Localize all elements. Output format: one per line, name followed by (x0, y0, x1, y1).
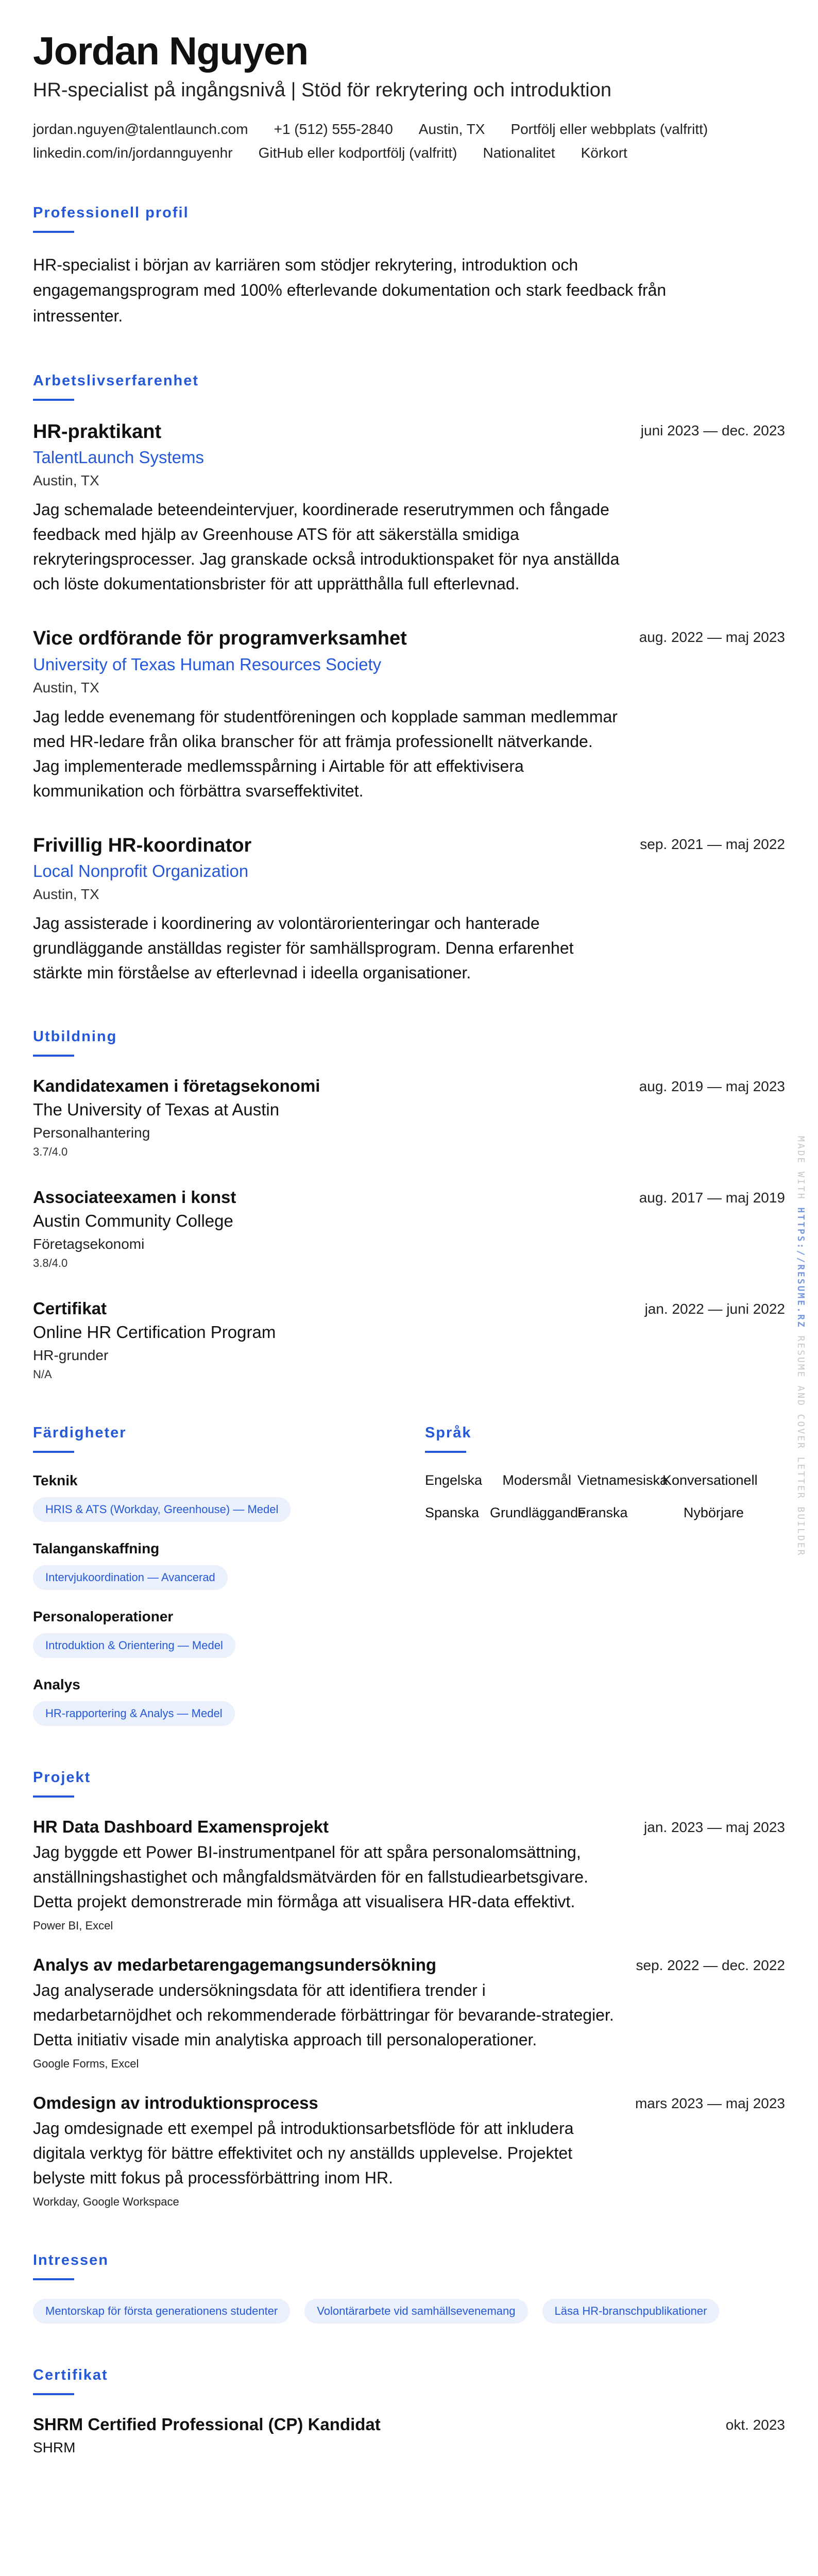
project-keywords: Power BI, Excel (33, 1919, 113, 1933)
certification-item (33, 2415, 785, 2456)
company-name[interactable]: Local Nonprofit Organization (33, 861, 249, 881)
experience-item (33, 834, 785, 986)
job-dates: juni 2023 — dec. 2023 (640, 422, 785, 438)
project-description: Jag omdesignade ett exempel på introduktionsarbetsflöde för att inkludera digitala verktyg för bättre effektivitet och ny anställds upplevelse. Projektet belyste mitt fokus på processförbättring inom HR. (33, 2119, 574, 2188)
language-level: Grundläggande (489, 1505, 586, 1521)
interest-pill: Volontärarbete vid samhällsevenemang (304, 2299, 527, 2324)
job-location: Austin, TX (33, 472, 99, 489)
degree-name: Kandidatexamen i företagsekonomi (33, 1076, 320, 1096)
interest-pill: Läsa HR-branschpublikationer (542, 2299, 720, 2324)
skill-name: Analys (33, 1676, 80, 1693)
degree-name: Associateexamen i konst (33, 1188, 236, 1207)
certifications-section (33, 2367, 785, 2456)
profile-summary: HR-specialist i början av karriären som stödjer rekrytering, introduktion och engagemangsprogram med 100% efterlevande dokumentation och stark feedback från intressenter. (33, 255, 667, 325)
school-name: The University of Texas at Austin (33, 1100, 280, 1120)
education-section (33, 1028, 785, 1381)
contact-linkedin[interactable]: linkedin.com/in/jordannguyenhr (33, 144, 233, 161)
candidate-name: Jordan Nguyen (33, 29, 308, 73)
gpa-score: 3.8/4.0 (33, 1257, 68, 1270)
section-title: Arbetslivserfarenhet (33, 372, 199, 389)
watermark-link[interactable]: HTTPS://RESUME.RZ (795, 1207, 806, 1329)
project-item (33, 1955, 785, 2071)
experience-item (33, 420, 785, 597)
skill-name: Teknik (33, 1472, 78, 1489)
job-description: Jag schemalade beteendeintervjuer, koordinerade reserutrymmen och fångade feedback med hjälp av Greenhouse ATS för att säkerställa smidiga rekryteringsprocesser. Jag granskade också introduktionspaket för nya anställda och löste dokumentationsbrister för att upprätthålla full efterlevnad. (33, 500, 620, 594)
project-name: HR Data Dashboard Examensprojekt (33, 1817, 329, 1837)
skill-group (33, 1676, 425, 1726)
job-title: Vice ordförande för programverksamhet (33, 628, 407, 650)
language-level: Modersmål (502, 1472, 571, 1488)
contact-nationality: Nationalitet (483, 144, 555, 161)
project-description: Jag analyserade undersökningsdata för att identifiera trender i medarbetarnöjdhet och rekommenderade förbättringar för bevarande-strategier. Detta initiativ visade min analytiska approach till personaloperationer. (33, 1981, 614, 2049)
watermark-suffix: RESUME AND COVER LETTER BUILDER (795, 1335, 806, 1557)
experience-item (33, 627, 785, 803)
section-title: Projekt (33, 1769, 91, 1786)
contact-portfolio[interactable]: Portfölj eller webbplats (valfritt) (510, 121, 708, 137)
skill-keyword-pill: Introduktion & Orientering — Medel (33, 1633, 235, 1658)
gpa-score: 3.7/4.0 (33, 1145, 68, 1159)
study-area: Företagsekonomi (33, 1236, 145, 1252)
project-dates: mars 2023 — maj 2023 (635, 2095, 785, 2112)
project-name: Analys av medarbetarengagemangsundersökning (33, 1955, 437, 1975)
school-name: Online HR Certification Program (33, 1323, 276, 1342)
study-area: Personalhantering (33, 1125, 150, 1141)
watermark-prefix: MADE WITH (795, 1136, 806, 1200)
project-item (33, 2093, 785, 2209)
job-description: Jag ledde evenemang för studentföreningen och kopplade samman medlemmar med HR-ledare från olika branscher för att främja professionellt nätverkande. Jag implementerade medlemsspårning i Airtable för att effektivisera kommunikation och förbättra svarseffektivitet. (33, 707, 618, 800)
company-name[interactable]: University of Texas Human Resources Society (33, 654, 382, 674)
language-level: Nybörjare (683, 1505, 744, 1521)
job-location: Austin, TX (33, 679, 99, 696)
section-title: Utbildning (33, 1028, 117, 1045)
resume-header (33, 31, 785, 161)
job-dates: sep. 2021 — maj 2022 (640, 836, 785, 852)
education-dates: jan. 2022 — juni 2022 (644, 1301, 785, 1317)
languages-section (425, 1425, 785, 1726)
language-list (425, 1472, 785, 1521)
profile-section (33, 205, 785, 329)
job-dates: aug. 2022 — maj 2023 (639, 629, 785, 646)
resume-page (33, 31, 785, 2456)
interest-pill: Mentorskap för första generationens studenter (33, 2299, 290, 2324)
job-title: HR-praktikant (33, 420, 162, 443)
skill-keyword-pill: HRIS & ATS (Workday, Greenhouse) — Medel (33, 1497, 291, 1522)
skill-group (33, 1472, 425, 1522)
interest-list (33, 2292, 754, 2324)
project-dates: jan. 2023 — maj 2023 (644, 1819, 785, 1836)
section-title: Certifikat (33, 2367, 108, 2384)
section-divider (33, 2278, 74, 2280)
contact-email[interactable]: jordan.nguyen@talentlaunch.com (33, 121, 248, 137)
contact-list (33, 121, 785, 161)
interests-section (33, 2252, 785, 2324)
candidate-headline: HR-specialist på ingångsnivå | Stöd för rekrytering och introduktion (33, 79, 611, 101)
section-divider (33, 1055, 74, 1057)
study-area: HR-grunder (33, 1347, 109, 1364)
contact-phone[interactable]: +1 (512) 555-2840 (274, 121, 393, 137)
section-divider (33, 399, 74, 401)
section-title: Språk (424, 1425, 472, 1442)
section-divider (33, 2393, 74, 2395)
education-item (33, 1188, 785, 1270)
language-name: Vietnamesiska (577, 1472, 668, 1488)
skills-languages-row (33, 1425, 785, 1726)
skill-name: Talanganskaffning (33, 1540, 160, 1557)
experience-section (33, 372, 785, 986)
projects-section (33, 1769, 785, 2209)
certification-issuer: SHRM (33, 2439, 76, 2456)
language-name: Engelska (424, 1472, 483, 1488)
school-name: Austin Community College (33, 1211, 233, 1231)
education-dates: aug. 2019 — maj 2023 (639, 1078, 785, 1095)
job-location: Austin, TX (33, 886, 99, 903)
degree-name: Certifikat (33, 1299, 107, 1318)
education-item (33, 1076, 785, 1159)
company-name[interactable]: TalentLaunch Systems (33, 448, 204, 467)
project-name: Omdesign av introduktionsprocess (33, 2093, 318, 2113)
builder-watermark (795, 1136, 806, 1556)
language-level: Konversationell (662, 1472, 758, 1488)
language-name: Franska (577, 1505, 628, 1521)
education-item (33, 1299, 785, 1381)
section-divider (33, 1795, 74, 1798)
gpa-score: N/A (33, 1368, 52, 1381)
skill-name: Personaloperationer (33, 1608, 174, 1625)
section-title: Intressen (33, 2252, 109, 2269)
certification-date: okt. 2023 (725, 2417, 785, 2433)
skills-section (33, 1425, 425, 1726)
certification-name: SHRM Certified Professional (CP) Kandidat (33, 2415, 381, 2434)
skill-keyword-pill: HR-rapportering & Analys — Medel (33, 1701, 235, 1726)
section-title: Färdigheter (33, 1425, 127, 1442)
project-keywords: Google Forms, Excel (33, 2057, 139, 2071)
skill-group (33, 1608, 425, 1658)
project-description: Jag byggde ett Power BI-instrumentpanel för att spåra personalomsättning, anställningshastighet och mångfaldsmätvärden för en fallstudiearbetsgivare. Detta projekt demonstrerade min förmåga att visualisera HR-data effektivt. (33, 1843, 588, 1911)
project-dates: sep. 2022 — dec. 2022 (636, 1957, 785, 1974)
project-keywords: Workday, Google Workspace (33, 2195, 179, 2209)
job-title: Frivillig HR-koordinator (33, 834, 252, 856)
contact-drivers-license: Körkort (581, 144, 627, 161)
section-title: Professionell profil (33, 204, 189, 221)
section-divider (33, 231, 74, 233)
language-name: Spanska (424, 1505, 480, 1521)
skill-group (33, 1540, 425, 1590)
skill-keyword-pill: Intervjukoordination — Avancerad (33, 1565, 228, 1590)
contact-location: Austin, TX (418, 121, 485, 137)
contact-github[interactable]: GitHub eller kodportfölj (valfritt) (258, 144, 457, 161)
section-divider (425, 1451, 466, 1453)
job-description: Jag assisterade i koordinering av volontärorienteringar och hanterade grundläggande anställdas register för samhällsprogram. Denna erfarenhet stärkte min förståelse av efterlevnad i ideella organisationer. (33, 914, 574, 982)
education-dates: aug. 2017 — maj 2019 (639, 1190, 785, 1206)
project-item (33, 1817, 785, 1933)
section-divider (33, 1451, 74, 1453)
